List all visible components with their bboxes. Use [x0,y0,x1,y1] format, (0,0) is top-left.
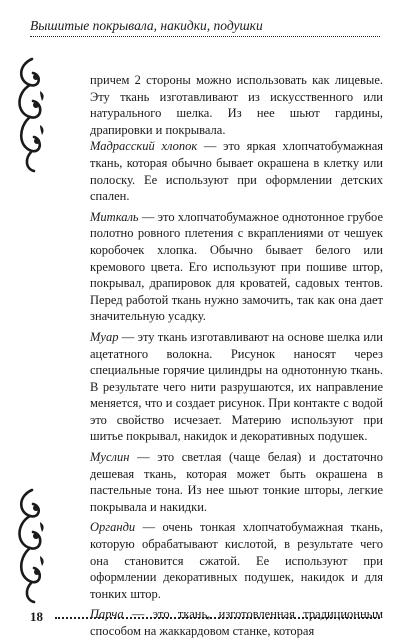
paragraph-text: — это яркая хлопчатобумажная ткань, которая обычно бывает окрашена в клетку или полоску. Ее используют при оформлении детских спален. [90,139,383,204]
running-header: Вышитые покрывала, накидки, подушки [30,18,263,33]
paragraph [90,329,383,445]
footer-divider [55,617,380,619]
body-text [90,72,383,644]
paragraph [90,519,383,602]
paragraph [90,138,383,204]
ornament-scroll-icon [10,55,50,175]
term: Муслин [90,450,130,465]
term: Мадрасский хлопок [90,139,198,154]
term: Муар [90,329,119,344]
page-number: 18 [30,609,43,624]
term: Парча [90,607,124,622]
header-divider [30,36,380,38]
ornament-scroll-icon [10,486,50,606]
paragraph-text: — это ткань, изготовленная традиционным способом на жаккардовом станке, которая [90,607,383,638]
paragraph-text: — это хлопчатобумажное однотонное грубое полотно ровного плетения с вкраплениями от чешуек коробочек хлопка. Обычно бывает белого или кремового цвета. Его используют при пошиве штор, покрывал, драпировок для кроватей, садовых тентов. Перед работой ткань нужно замочить, так как она дает значительную усадку. [90,209,383,324]
paragraph [90,449,383,515]
term: Органди [90,520,136,535]
paragraph [90,209,383,325]
paragraph-text: — это светлая (чаще белая) и достаточно дешевая ткань, которая может быть окрашена в пастельные тона. Из нее шьют тонкие шторы, легкие покрывала и накидки. [90,450,383,514]
paragraph-text: — очень тонкая хлопчатобумажная ткань, которую обрабатывают кислотой, в результате чего она становится сжатой. Ее используют при оформлении декоративных подушек, накидок и для тонких штор. [90,520,383,601]
paragraph-text: причем 2 стороны можно использовать как лицевые. Эту ткань изготавливают из искусственного или натурального шелка. Из нее шьют гардины, драпировки и покрывала. [90,73,383,137]
paragraph [90,606,383,639]
term: Миткаль [90,209,139,224]
paragraph [90,72,383,138]
paragraph-text: — эту ткань изготавливают на основе шелка или ацетатного волокна. Рисунок наносят через специальные горячие цилиндры на однотонную ткань. В результате чего нити разрушаются, их направление меняется, что и создает рисунок. При контакте с водой это свойство исчезает. Материю используют при шитье покрывал, накидок и декоративных подушек. [90,329,383,444]
